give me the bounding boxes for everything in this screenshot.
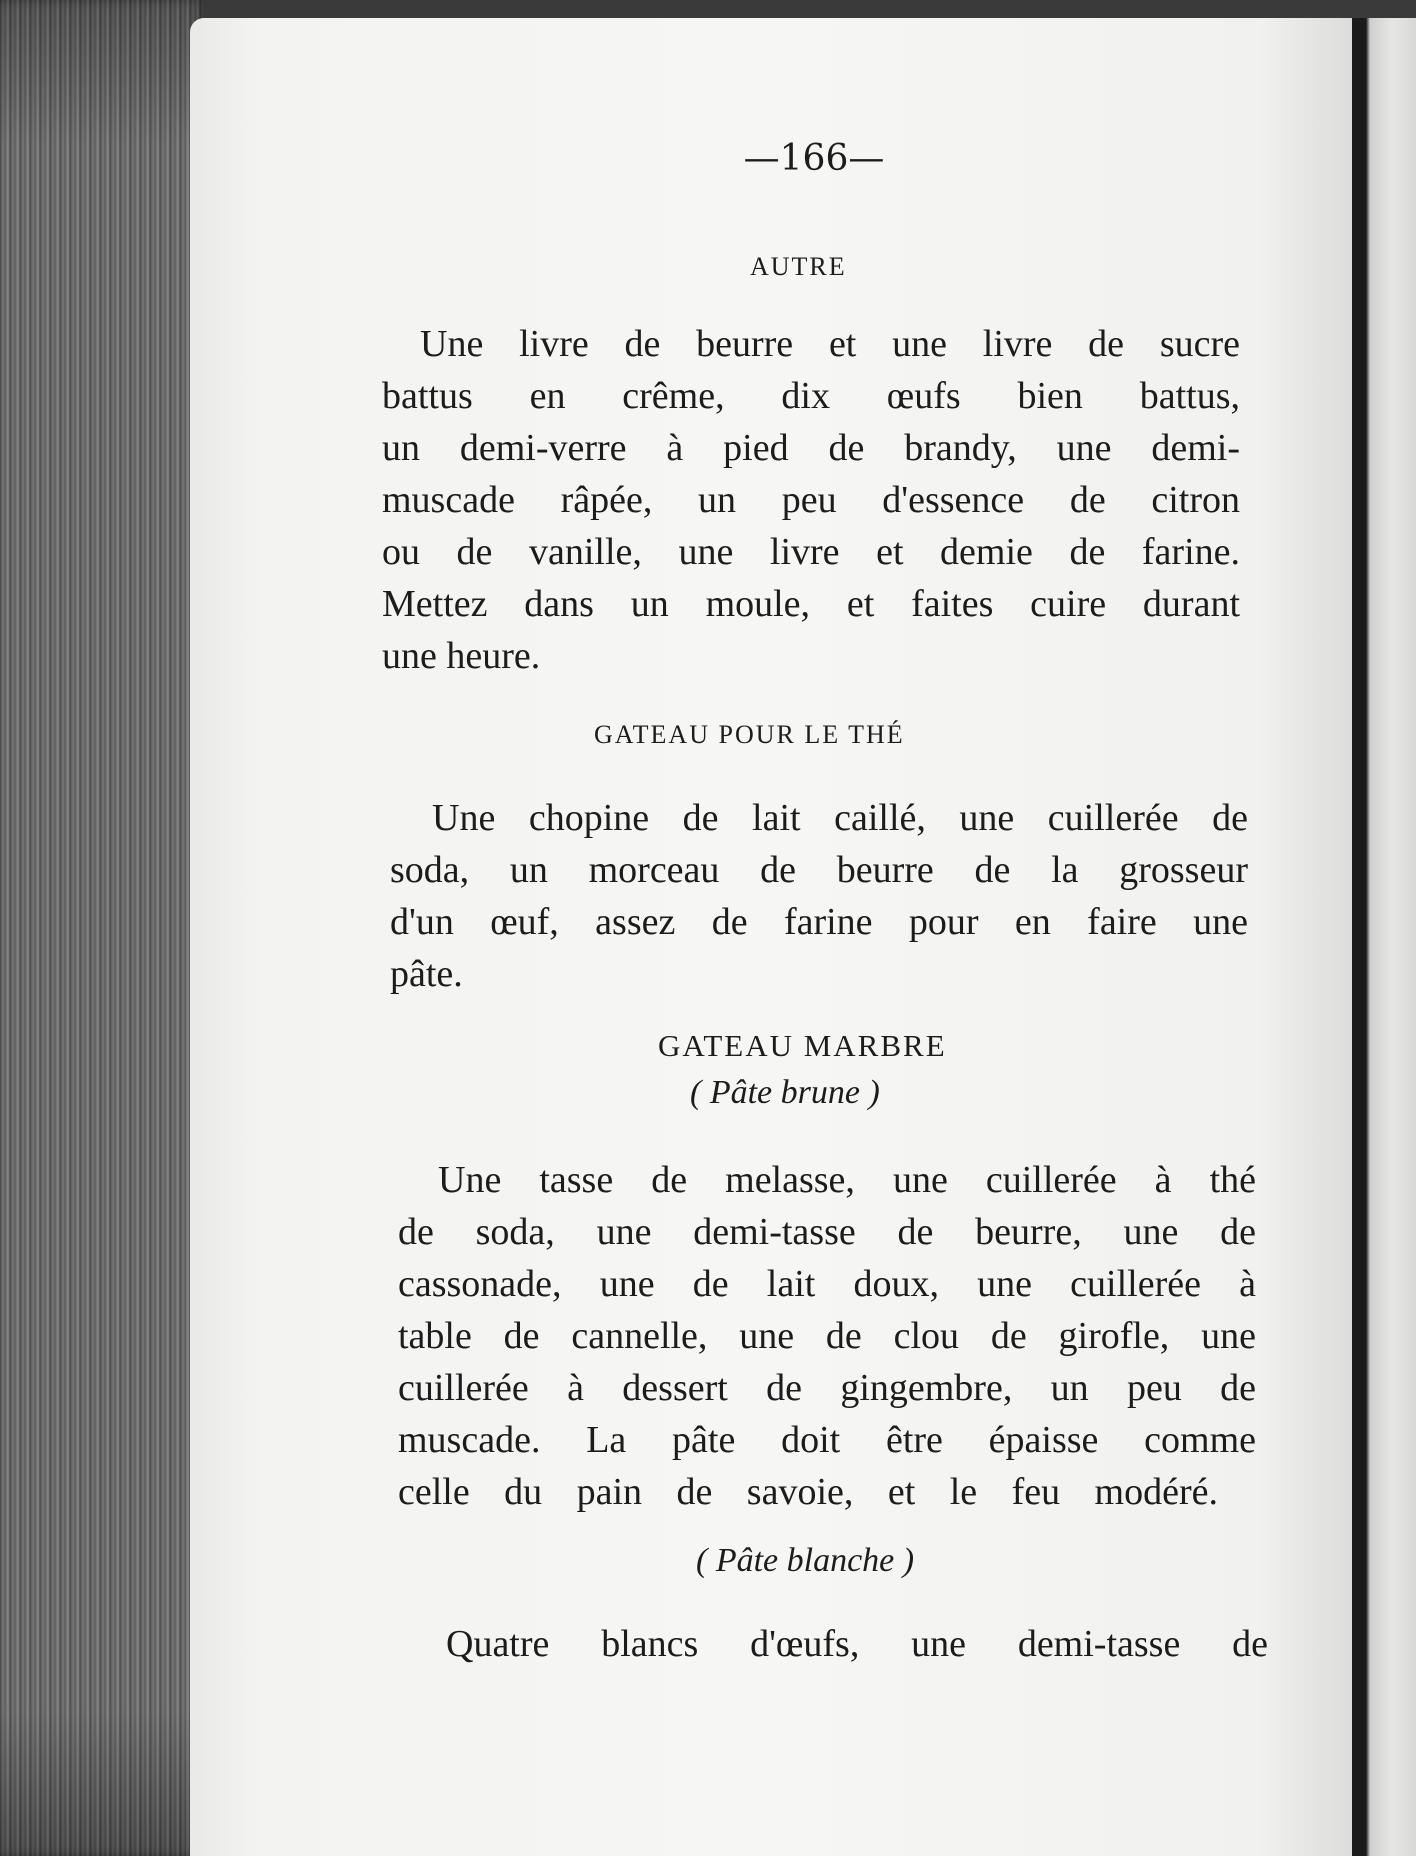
paragraph-line: cassonade, une de lait doux, une cuillerée à xyxy=(398,1263,1256,1305)
paragraph-line: Une tasse de melasse, une cuillerée à thé xyxy=(438,1159,1256,1201)
paragraph-line: celle du pain de savoie, et le feu modéré. xyxy=(398,1471,1218,1513)
paragraph-line: pâte. xyxy=(390,953,463,995)
paragraph-line: Une livre de beurre et une livre de sucre xyxy=(420,323,1240,365)
paragraph-line: Quatre blancs d'œufs, une demi-tasse de xyxy=(446,1623,1268,1665)
paragraph-line: Une chopine de lait caillé, une cuillerée de xyxy=(432,797,1248,839)
paragraph-line: de soda, une demi-tasse de beurre, une de xyxy=(398,1211,1256,1253)
facing-page-edge xyxy=(1352,18,1416,1856)
subheading-pate-brune: ( Pâte brune ) xyxy=(690,1074,880,1111)
section-heading-gateau-marbre: GATEAU MARBRE xyxy=(658,1028,947,1063)
page-number: —166— xyxy=(743,138,885,179)
paragraph-line: soda, un morceau de beurre de la grosseur xyxy=(390,849,1248,891)
paragraph-line: ou de vanille, une livre et demie de farine. xyxy=(382,531,1240,573)
subheading-pate-blanche: ( Pâte blanche ) xyxy=(696,1542,915,1579)
paragraph-line: muscade râpée, un peu d'essence de citron xyxy=(382,479,1240,521)
paragraph-line: d'un œuf, assez de farine pour en faire une xyxy=(390,901,1248,943)
paragraph-line: muscade. La pâte doit être épaisse comme xyxy=(398,1419,1256,1461)
section-heading-gateau-the: GATEAU POUR LE THÉ xyxy=(594,720,905,749)
paragraph-line: table de cannelle, une de clou de girofle, une xyxy=(398,1315,1256,1357)
paragraph-line: un demi-verre à pied de brandy, une demi- xyxy=(382,427,1240,469)
page-edges-stack xyxy=(0,0,205,1856)
section-heading-autre: AUTRE xyxy=(750,252,847,281)
paragraph-line: une heure. xyxy=(382,635,541,677)
paragraph-line: cuillerée à dessert de gingembre, un peu de xyxy=(398,1367,1256,1409)
paragraph-line: Mettez dans un moule, et faites cuire durant xyxy=(382,583,1240,625)
paragraph-line: battus en crême, dix œufs bien battus, xyxy=(382,375,1240,417)
